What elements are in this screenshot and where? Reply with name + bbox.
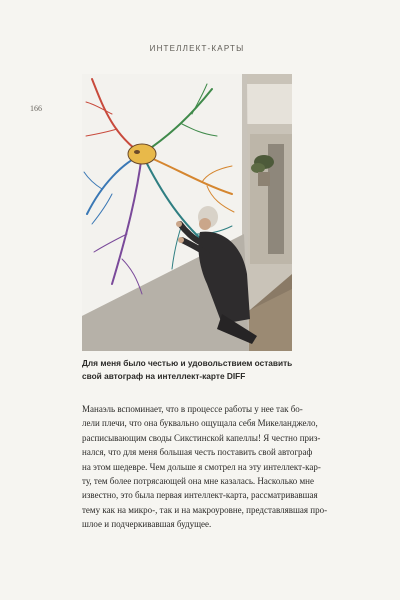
text-line: расписывающим своды Сикстинской капеллы! Я честно приз-: [82, 432, 321, 443]
caption-line: Для меня было честью и удовольствием оставить: [82, 358, 293, 368]
text-line: Манаэль вспоминает, что в процессе работы у нее так бо-: [82, 404, 303, 414]
text-line: шлое и подчеркивавшая будущее.: [82, 519, 212, 530]
text-line: на этом шедевре. Чем дольше я смотрел на эту интеллект-кар-: [82, 461, 321, 472]
photograph-signing-mind-map: [82, 74, 292, 351]
text-line: ту, тем более потрясающей она мне казалась. Насколько мне: [82, 476, 314, 487]
text-line: нался, что для меня большая честь поставить свой автограф: [82, 447, 313, 458]
running-header: ИНТЕЛЛЕКТ-КАРТЫ: [149, 44, 245, 53]
text-line: лели плечи, что она буквально ощущала себя Микеланджело,: [82, 418, 318, 429]
caption-line: свой автограф на интеллект-карте DIFF: [82, 371, 246, 381]
page-number: 166: [30, 104, 42, 113]
text-line: тему как на микро-, так и на макроуровне, представлявшая про-: [82, 504, 328, 515]
photo-caption: [82, 357, 322, 383]
photo-illustration: [82, 74, 292, 351]
text-line: известно, это была первая интеллект-карта, рассматривавшая: [82, 490, 318, 501]
body-paragraph: [82, 402, 328, 532]
